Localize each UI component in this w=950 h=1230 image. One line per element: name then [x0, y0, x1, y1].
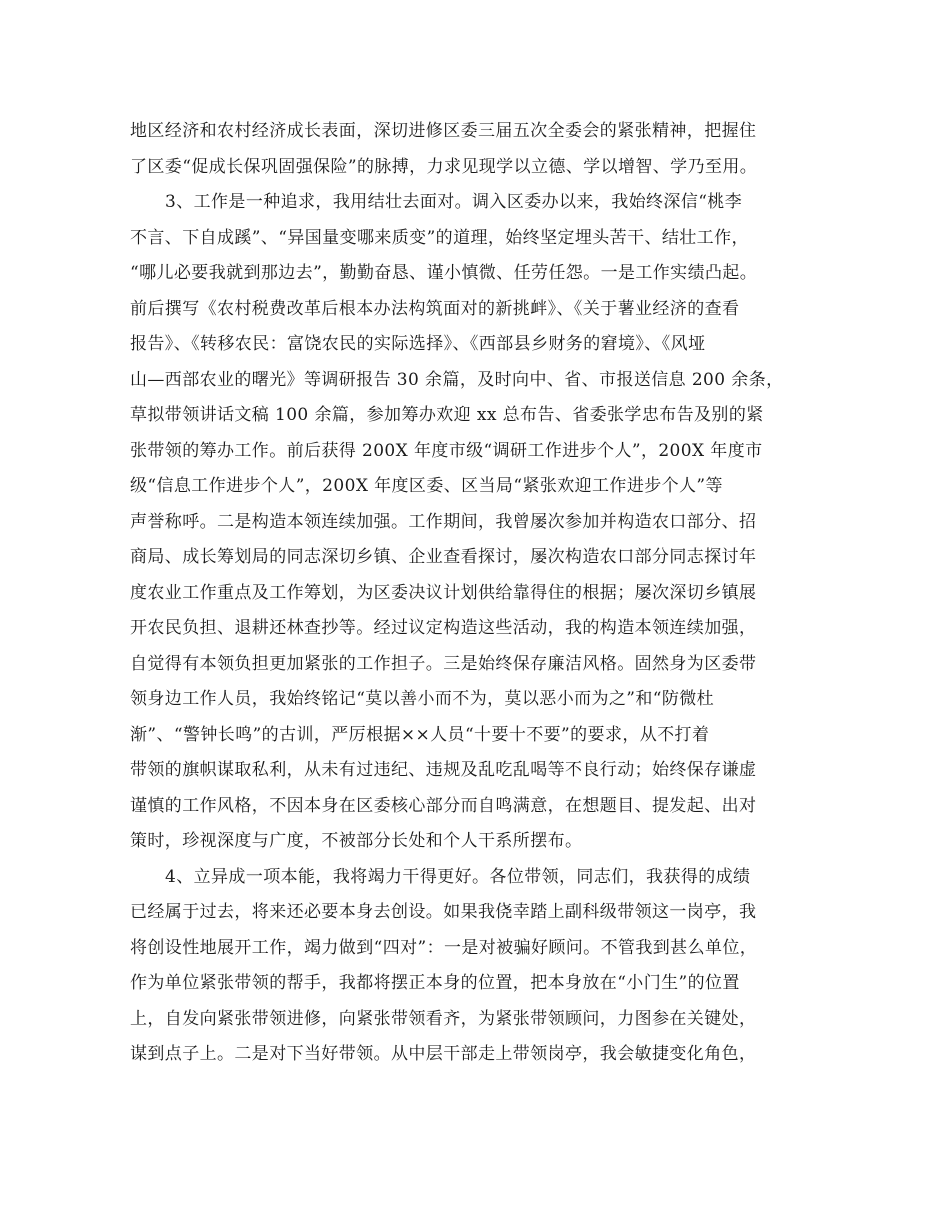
text-line: 带领的旗帜谋取私利，从未有过违纪、违规及乱吃乱喝等不良行动；始终保存谦虚 [130, 760, 757, 780]
text-line: 谨慎的工作风格，不因本身在区委核心部分而自鸣满意，在想题目、提发起、出对 [130, 795, 757, 816]
text-line: 已经属于过去，将来还必要本身去创设。如果我侥幸踏上副科级带领这一岗亭，我 [130, 902, 757, 922]
text-line: 不言、下自成蹊”、“异国量变哪来质变”的道理，始终坚定埋头苦干、结壮工作， [130, 227, 749, 248]
text-line: 作为单位紧张带领的帮手，我都将摆正本身的位置，把本身放在“小门生”的位置 [130, 973, 740, 993]
text-line: 领身边工作人员，我始终铭记“莫以善小而不为，莫以恶小而为之”和“防微杜 [130, 689, 715, 709]
text-line: 渐”、“警钟长鸣”的古训，严厉根据××人员“十要十不要”的要求，从不打着 [130, 724, 710, 745]
text-line: 策时，珍视深度与广度，不被部分长处和个人干系所摆布。 [130, 831, 583, 851]
text-line: 自觉得有本领负担更加紧张的工作担子。三是始终保存廉洁风格。固然身为区委带 [130, 653, 757, 674]
text-line: 4、立异成一项本能，我将竭力干得更好。各位带领，同志们，我获得的成绩 [165, 866, 751, 887]
text-line: 商局、成长筹划局的同志深切乡镇、企业查看探讨，屡次构造农口部分同志探讨年 [130, 547, 757, 567]
text-line: 山—西部农业的曙光》等调研报告 30 余篇，及时向中、省、市报送信息 200 余条， [130, 369, 784, 390]
text-line: 将创设性地展开工作，竭力做到“四对”：一是对被骗好顾问。不管我到甚么单位， [130, 937, 758, 958]
text-line: 地区经济和农村经济成长表面，深切进修区委三届五次全委会的紧张精神，把握住 [130, 121, 757, 141]
text-line: 了区委“促成长保巩固强保险”的脉搏，力求见现学以立德、学以增智、学乃至用。 [130, 156, 758, 177]
text-line: 上，自发向紧张带领进修，向紧张带领看齐，为紧张带领顾问，力图参在关键处， [130, 1008, 757, 1029]
document-body [130, 114, 830, 1073]
text-line: 3、工作是一种追求，我用结壮去面对。调入区委办以来，我始终深信“桃李 [165, 192, 743, 212]
text-line: 级“信息工作进步个人”，200X 年度区委、区当局“紧张欢迎工作进步个人”等 [130, 476, 723, 496]
text-line: 开农民负担、退耕还林查抄等。经过议定构造这些活动，我的构造本领连续加强， [130, 618, 757, 638]
text-line: “哪儿必要我就到那边去”，勤勤奋恳、谨小慎微、任劳任怨。一是工作实绩凸起。 [130, 263, 758, 283]
text-line: 谋到点子上。二是对下当好带领。从中层干部走上带领岗亭，我会敏捷变化角色， [130, 1044, 757, 1064]
text-line: 张带领的筹办工作。前后获得 200X 年度市级“调研工作进步个人”，200X 年度市 [130, 440, 763, 461]
text-line: 报告》、《转移农民：富饶农民的实际选择》、《西部县乡财务的窘境》、《风垭 [130, 334, 706, 354]
text-line: 草拟带领讲话文稿 100 余篇，参加筹办欢迎 xx 总布告、省委张学忠布告及别的紧 [130, 405, 764, 425]
text-line: 声誉称呼。二是构造本领连续加强。工作期间，我曾屡次参加并构造农口部分、招 [130, 511, 757, 532]
text-line: 度农业工作重点及工作筹划，为区委决议计划供给靠得住的根据；屡次深切乡镇展 [130, 582, 757, 603]
text-line: 前后撰写《农村税费改革后根本办法构筑面对的新挑衅》、《关于薯业经济的查看 [130, 298, 740, 319]
